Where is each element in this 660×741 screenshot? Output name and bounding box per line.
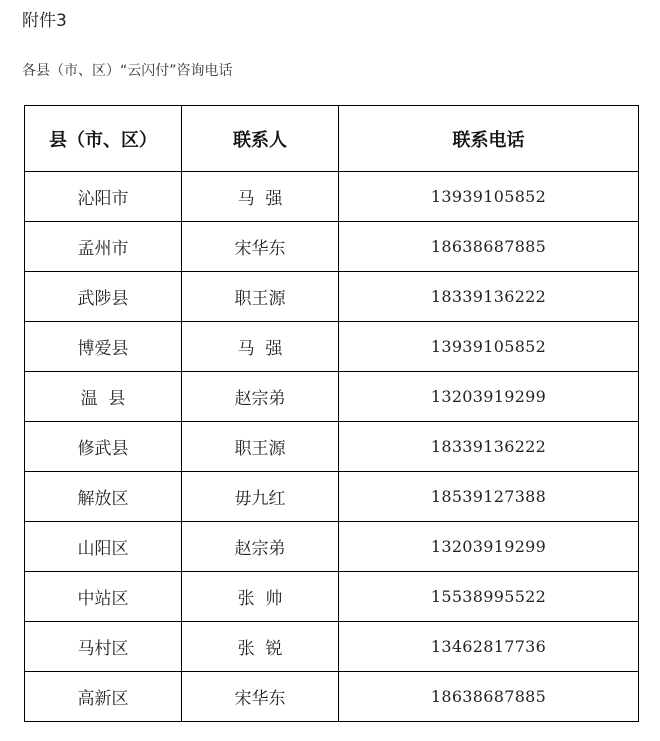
contact-cell: 赵宗弟 — [182, 522, 339, 572]
table-row — [25, 572, 639, 622]
phone-cell: 13462817736 — [339, 622, 639, 672]
county-cell: 修武县 — [25, 422, 182, 472]
contacts-table — [24, 105, 639, 722]
header-contact: 联系人 — [182, 106, 339, 172]
table-row — [25, 522, 639, 572]
phone-cell: 18339136222 — [339, 422, 639, 472]
contact-cell: 张 帅 — [182, 572, 339, 622]
contact-cell: 职王源 — [182, 272, 339, 322]
document-subtitle: 各县（市、区）“云闪付”咨询电话 — [22, 63, 233, 79]
header-county: 县（市、区） — [25, 106, 182, 172]
county-cell: 高新区 — [25, 672, 182, 722]
table-row — [25, 172, 639, 222]
phone-cell: 18339136222 — [339, 272, 639, 322]
contact-cell: 马 强 — [182, 172, 339, 222]
phone-cell: 13203919299 — [339, 372, 639, 422]
table-row — [25, 622, 639, 672]
county-cell: 孟州市 — [25, 222, 182, 272]
table-header-row — [25, 106, 639, 172]
contact-cell: 张 锐 — [182, 622, 339, 672]
county-cell: 马村区 — [25, 622, 182, 672]
contact-cell: 马 强 — [182, 322, 339, 372]
table-row — [25, 472, 639, 522]
table-row — [25, 422, 639, 472]
county-cell: 沁阳市 — [25, 172, 182, 222]
county-cell: 武陟县 — [25, 272, 182, 322]
contact-cell: 赵宗弟 — [182, 372, 339, 422]
contact-cell: 宋华东 — [182, 222, 339, 272]
phone-cell: 13939105852 — [339, 322, 639, 372]
phone-cell: 13939105852 — [339, 172, 639, 222]
county-cell: 温 县 — [25, 372, 182, 422]
phone-cell: 18638687885 — [339, 222, 639, 272]
contact-cell: 职王源 — [182, 422, 339, 472]
contact-cell: 宋华东 — [182, 672, 339, 722]
table-row — [25, 272, 639, 322]
table-row — [25, 372, 639, 422]
contact-cell: 毋九红 — [182, 472, 339, 522]
phone-cell: 18638687885 — [339, 672, 639, 722]
county-cell: 中站区 — [25, 572, 182, 622]
county-cell: 博爱县 — [25, 322, 182, 372]
county-cell: 山阳区 — [25, 522, 182, 572]
table-row — [25, 672, 639, 722]
table-row — [25, 222, 639, 272]
header-phone: 联系电话 — [339, 106, 639, 172]
county-cell: 解放区 — [25, 472, 182, 522]
phone-cell: 18539127388 — [339, 472, 639, 522]
table-row — [25, 322, 639, 372]
attachment-label: 附件3 — [22, 11, 67, 31]
phone-cell: 13203919299 — [339, 522, 639, 572]
phone-cell: 15538995522 — [339, 572, 639, 622]
